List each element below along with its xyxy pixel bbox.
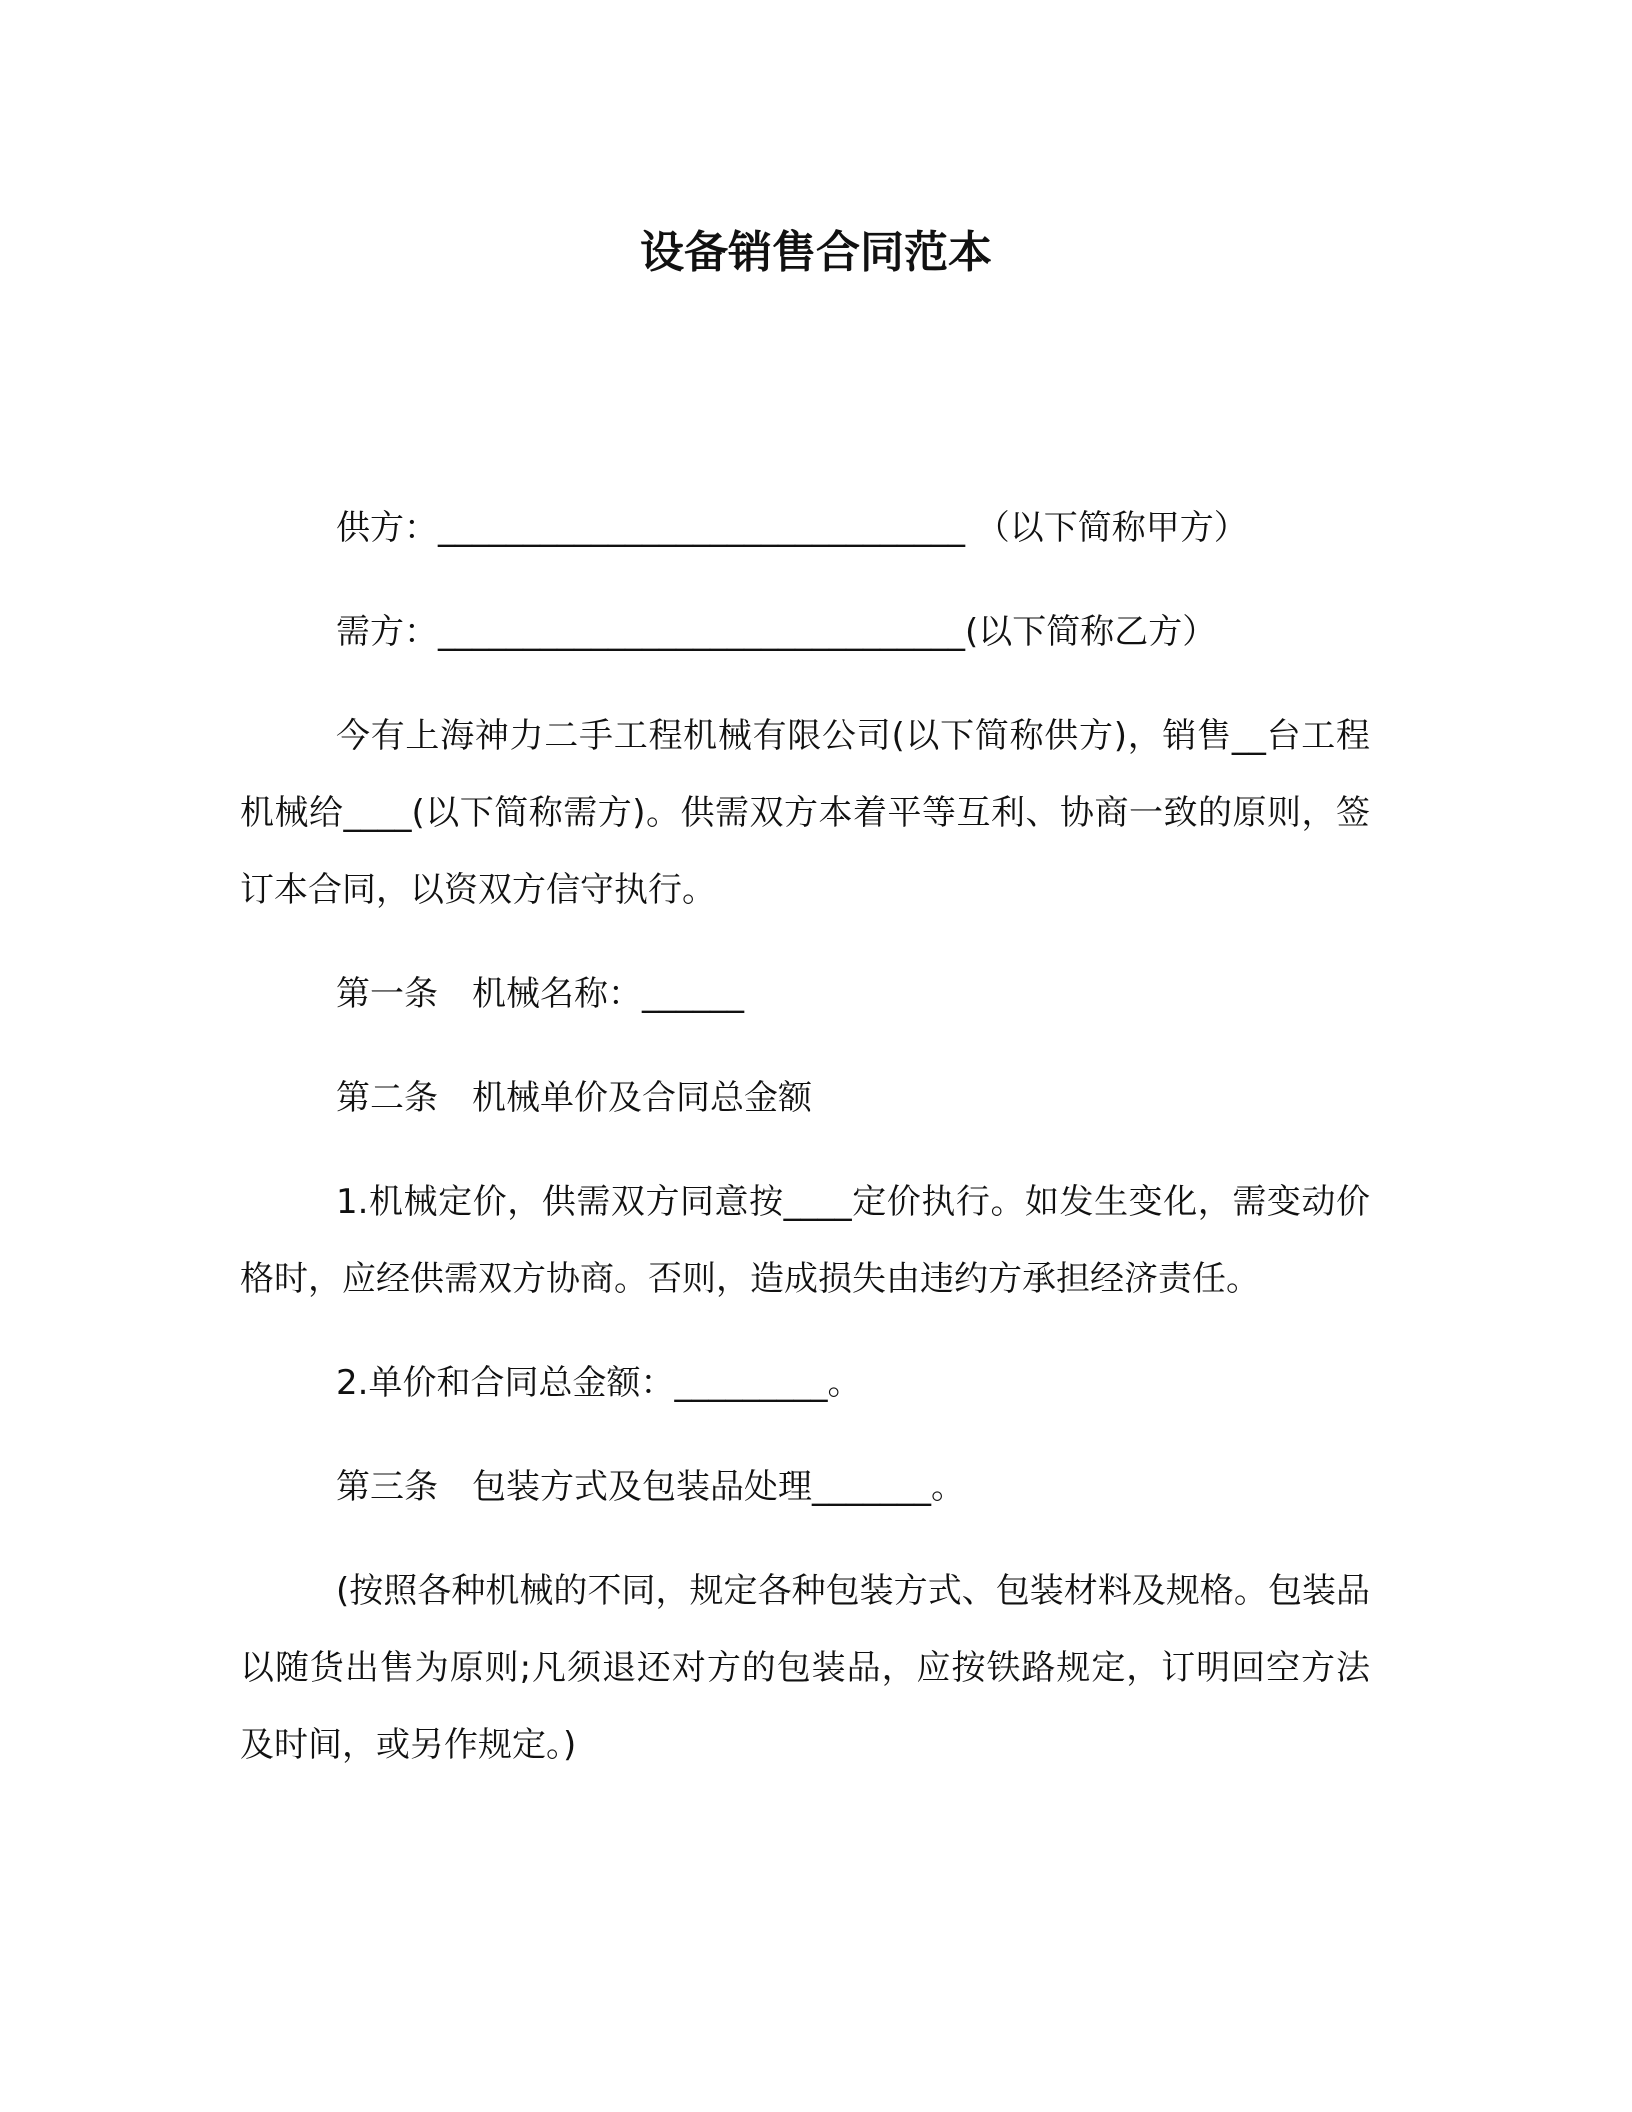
- preamble-paragraph: 今有上海神力二手工程机械有限公司(以下简称供方)，销售__台工程机械给____(以下简称需方)。供需双方本着平等互利、协商一致的原则，签订本合同，以资双方信守执行。: [240, 716, 1370, 910]
- article-2-heading: 第二条 机械单价及合同总金额: [336, 1078, 812, 1118]
- buyer-line: 需方：_______________________________(以下简称乙方）: [336, 612, 1217, 652]
- article-2-clause-2: 2.单价和合同总金额：_________。: [336, 1363, 862, 1403]
- supplier-line: 供方：_______________________________ （以下简称甲方）: [336, 508, 1248, 548]
- article-3-heading: 第三条 包装方式及包装品处理_______。: [336, 1467, 965, 1507]
- article-2-clause-1: 1.机械定价，供需双方同意按____定价执行。如发生变化，需变动价格时，应经供需双方协商。否则，造成损失由违约方承担经济责任。: [240, 1182, 1370, 1299]
- document-body: [240, 490, 1370, 1811]
- article-1-heading: 第一条 机械名称：______: [336, 974, 744, 1014]
- document-title: 设备销售合同范本: [640, 227, 992, 278]
- article-3-note: (按照各种机械的不同，规定各种包装方式、包装材料及规格。包装品以随货出售为原则;凡须退还对方的包装品，应按铁路规定，订明回空方法及时间，或另作规定。): [240, 1571, 1370, 1765]
